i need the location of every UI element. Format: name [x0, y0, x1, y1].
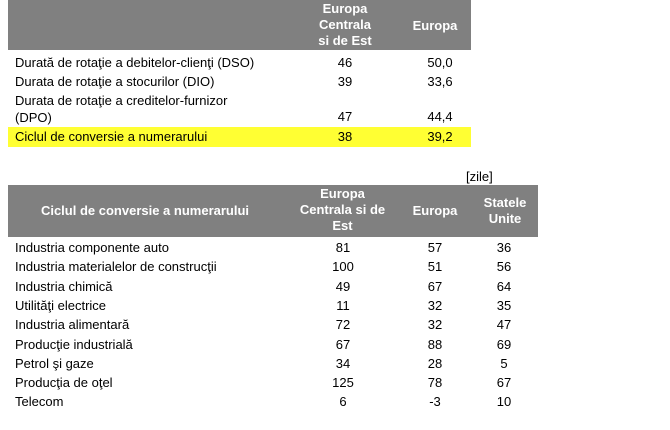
table1-row-value-europa: 33,6 — [427, 74, 453, 89]
table2-row-value-usa: 56 — [496, 259, 512, 274]
table2-row-value-cee: 72 — [335, 317, 351, 332]
table2-row-label: Industria materialelor de construcţii — [15, 259, 217, 274]
table2-row-label: Industria alimentară — [15, 317, 130, 332]
table2-row-value-europa: 78 — [427, 375, 443, 390]
table1-row-value-europa: 50,0 — [427, 55, 453, 70]
table1-row-label: Durata de rotaţie a creditelor-furnizor (DPO) — [15, 93, 228, 125]
table2-row-value-europa: 67 — [427, 279, 443, 294]
table2-row-label: Producţia de oţel — [15, 375, 113, 390]
table2-row-value-europa: 32 — [427, 298, 443, 313]
table2-row-value-europa: 28 — [427, 356, 443, 371]
table2-row-label: Producţie industrială — [15, 337, 133, 352]
table2-header-cee: Europa Centrala si de Est — [299, 186, 386, 233]
table2-row-label: Petrol şi gaze — [15, 356, 94, 371]
table1-row-value-cee: 47 — [337, 109, 353, 124]
table2-row-label: Industria chimică — [15, 279, 113, 294]
table2-row-label: Telecom — [15, 394, 64, 409]
table1-row-value-europa: 39,2 — [427, 129, 453, 144]
table2-row-value-cee: 34 — [335, 356, 351, 371]
table2-row-value-usa: 10 — [496, 394, 512, 409]
table2-row-value-europa: 51 — [427, 259, 443, 274]
table2-row-value-usa: 5 — [500, 356, 508, 371]
table2-header-usa: Statele Unite — [483, 195, 527, 226]
table2-row-value-usa: 47 — [496, 317, 512, 332]
table1-row-label-highlighted: Ciclul de conversie a numerarului — [15, 129, 208, 144]
table2-row-value-europa: 32 — [427, 317, 443, 332]
table2-row-value-europa: -3 — [429, 394, 441, 409]
table2-row-label: Utilităţi electrice — [15, 298, 107, 313]
table2-row-value-usa: 67 — [496, 375, 512, 390]
table2-header-europa: Europa — [412, 203, 458, 218]
table2-row-value-usa: 35 — [496, 298, 512, 313]
table1-header-europa: Europa — [412, 18, 458, 33]
table2-row-value-cee: 49 — [335, 279, 351, 294]
table2-row-value-cee: 81 — [335, 240, 351, 255]
table2-row-value-usa: 69 — [496, 337, 512, 352]
table2-row-value-usa: 36 — [496, 240, 512, 255]
table1-row-value-cee: 46 — [337, 55, 353, 70]
table1-row-value-europa: 44,4 — [427, 109, 453, 124]
unit-label: [zile] — [466, 169, 493, 184]
table2-row-label: Industria componente auto — [15, 240, 169, 255]
table2-row-value-cee: 125 — [332, 375, 354, 390]
table1-row-label: Durată de rotaţie a debitelor-clienţi (DSO) — [15, 55, 255, 70]
table1-row-label: Durata de rotaţie a stocurilor (DIO) — [15, 74, 215, 89]
table2-row-value-europa: 57 — [427, 240, 443, 255]
table2-row-value-cee: 67 — [335, 337, 351, 352]
table2-row-value-cee: 100 — [332, 259, 354, 274]
table2-row-value-europa: 88 — [427, 337, 443, 352]
table2-row-value-cee: 11 — [336, 298, 350, 313]
table1-row-value-cee: 39 — [337, 74, 353, 89]
table2-row-value-usa: 64 — [496, 279, 512, 294]
table2-header-label: Ciclul de conversie a numerarului — [40, 203, 250, 218]
table1-header-cee: Europa Centrala si de Est — [318, 1, 372, 48]
table2-row-value-cee: 6 — [339, 394, 347, 409]
table1-row-value-cee: 38 — [337, 129, 353, 144]
